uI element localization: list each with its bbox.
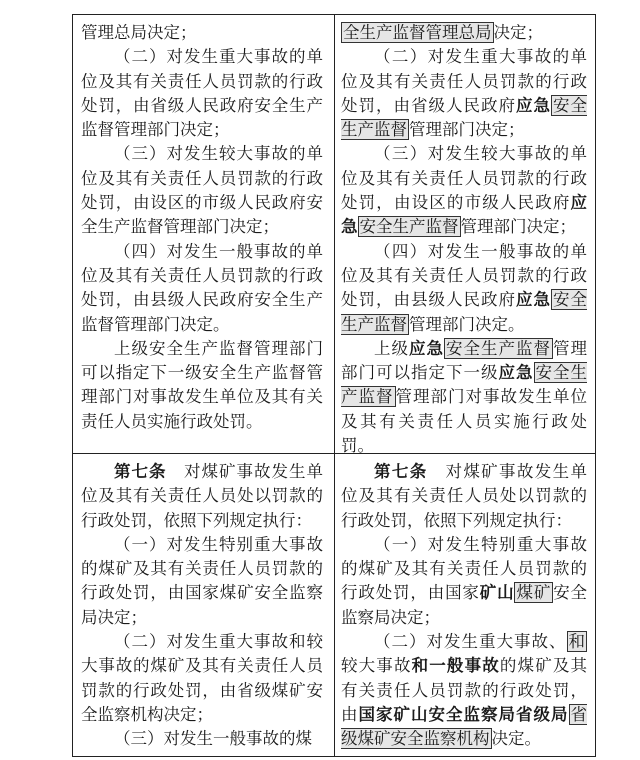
deleted-text: 安全生产监督 — [341, 95, 587, 140]
revised-paragraph — [341, 533, 587, 630]
text-run: 安全监察局决定； — [341, 583, 587, 627]
deleted-text: 煤矿 — [516, 583, 552, 603]
article-number: 第七条 — [374, 462, 428, 481]
original-paragraph: （二）对发生重大事故和较大事故的煤矿及其有关责任人员罚款的行政处罚，由省级煤矿安全监察机构决定； — [81, 632, 323, 724]
original-paragraph: （二）对发生重大事故的单位及其有关责任人员罚款的行政处罚，由省级人民政府安全生产监督管理部门决定； — [81, 47, 323, 140]
inserted-text: 应急 — [516, 95, 551, 115]
text-run: 对煤矿事故发生单位及其有关责任人员处以罚款的行政处罚，依照下列规定执行： — [341, 462, 587, 530]
text-run: 对煤矿事故发生单位及其有关责任人员处以罚款的行政处罚，依照下列规定执行： — [81, 462, 323, 530]
original-paragraph: 管理总局决定； — [81, 23, 197, 42]
text-run: （一）对发生特别重大事故的煤矿及其有关责任人员罚款的行政处罚，由国家 — [341, 534, 587, 603]
revised-paragraph — [341, 460, 587, 533]
text-run: 决定； — [493, 23, 543, 42]
original-text-lower — [81, 460, 323, 752]
deleted-text: 和 — [568, 632, 585, 652]
deleted-text: 安全生产监督 — [341, 290, 587, 334]
inserted-text: 应急 — [409, 338, 444, 358]
column-divider — [334, 15, 335, 756]
revised-paragraph — [341, 142, 587, 239]
text-run: 管理部门决定。 — [409, 314, 525, 334]
text-run: 管理部门决定； — [409, 120, 525, 140]
revised-paragraph — [341, 240, 587, 337]
text-run: （二）对发生重大事故的单位及其有关责任人员罚款的行政处罚，由省级人民政府 — [341, 47, 587, 115]
revised-paragraph — [341, 45, 587, 142]
original-paragraph — [81, 460, 323, 533]
original-paragraph: （一）对发生特别重大事故的煤矿及其有关责任人员罚款的行政处罚，由国家煤矿安全监察局决定； — [81, 534, 323, 627]
deleted-text: 省级煤矿安全监察机构 — [341, 704, 587, 749]
text-run: （四）对发生一般事故的单位及其有关责任人员罚款的行政处罚，由县级人民政府 — [341, 241, 587, 310]
inserted-text: 应急 — [498, 363, 534, 383]
text-run: （三）对发生较大事故的单位及其有关责任人员罚款的行政处罚，由设区的市级人民政府 — [341, 144, 587, 213]
original-paragraph: （四）对发生一般事故的单位及其有关责任人员罚款的行政处罚，由县级人民政府安全生产监督管理部门决定。 — [81, 241, 323, 334]
text-run: 管理部门对事故发生单位及其有关责任人员实施行政处罚。 — [341, 387, 587, 456]
inserted-text: 国家矿山安全监察局省级局 — [358, 704, 569, 724]
inserted-text: 矿山 — [479, 583, 515, 603]
text-run: （二）对发生重大事故、 — [374, 632, 567, 652]
deleted-text: 安全生产监督 — [341, 363, 587, 407]
inserted-text: 应急 — [341, 193, 587, 237]
original-paragraph: （三）对发生较大事故的单位及其有关责任人员罚款的行政处罚，由设区的市级人民政府安全生产监督管理部门决定； — [81, 144, 323, 237]
text-run: 管理部门决定； — [460, 217, 576, 237]
inserted-text: 应急 — [516, 290, 551, 310]
text-run: 较大事故 — [341, 656, 412, 676]
inserted-text: 和一般事故 — [411, 656, 500, 676]
text-run: 的煤矿及其有关责任人员罚款的行政处罚，由 — [341, 656, 587, 724]
text-run: 上级 — [374, 338, 409, 358]
article-number: 第七条 — [114, 462, 167, 481]
text-run: 决定。 — [491, 729, 541, 749]
revised-paragraph — [341, 21, 587, 45]
original-paragraph: （三）对发生一般事故的煤 — [114, 729, 312, 749]
text-run: 管理部门可以指定下一级 — [341, 338, 587, 383]
deleted-text: 安全生产监督 — [359, 217, 459, 237]
deleted-text: 安全生产监督 — [446, 338, 551, 358]
deleted-text: 全生产监督管理总局 — [343, 23, 492, 42]
revised-text-upper — [341, 21, 587, 458]
revised-text-lower — [341, 460, 587, 752]
original-paragraph: 上级安全生产监督管理部门可以指定下一级安全生产监督管理部门对事故发生单位及其有关责任人员实施行政处罚。 — [81, 338, 323, 431]
revised-paragraph — [341, 337, 587, 458]
comparison-table — [72, 14, 596, 757]
original-text-upper — [81, 21, 323, 434]
revised-paragraph — [341, 630, 587, 751]
